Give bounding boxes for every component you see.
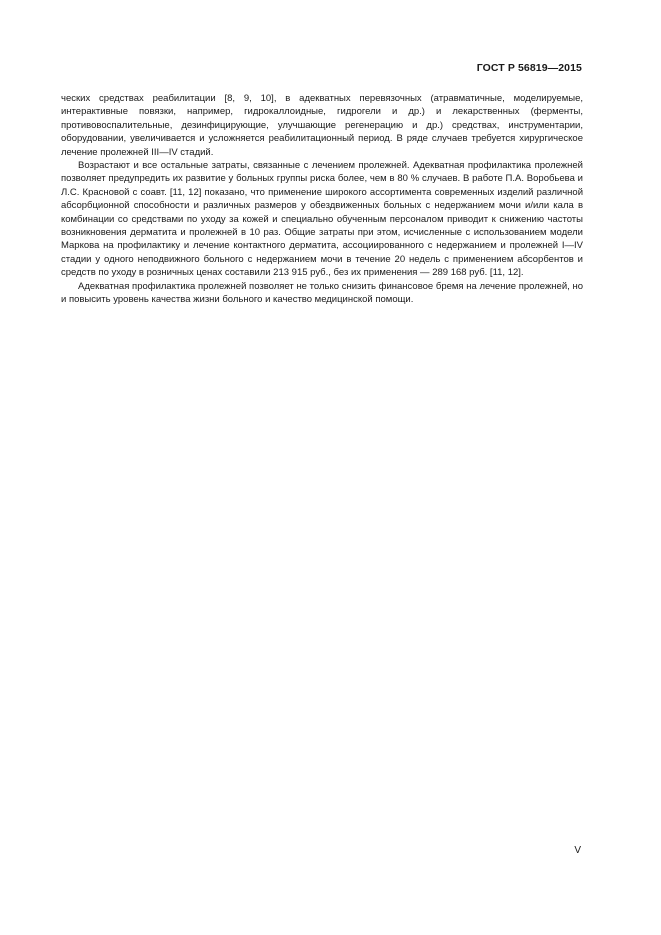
document-body	[61, 92, 583, 307]
paragraph-continuation: ческих средствах реабилитации [8, 9, 10], в адекватных перевязочных (атравматичные, моделируемые, интерактивные повязки, например, гидрокаллоидные, гидрогели и др.) и лекарственных (ферменты, противовоспалительные, дезинфицирующие, улучшающие регенерацию и др.) средствах, инструментарии, оборудовании, увеличивается и усложняется реабилитационный период. В ряде случаев требуется хирургическое лечение пролежней III—IV стадий.	[61, 93, 583, 158]
paragraph-costs: Возрастают и все остальные затраты, связанные с лечением пролежней. Адекватная профилактика пролежней позволяет предупредить их развитие у больных группы риска более, чем в 80 % случаев. В работе П.А. Воробьева и Л.С. Красновой с соавт. [11, 12] показано, что применение широкого ассортимента современных изделий различной абсорбционной способности и различных размеров у обездвиженных больных с недержанием мочи и/или кала в комбинации со средствами по уходу за кожей и специально обученным персоналом приводит к снижению частоты возникновения дерматита и пролежней в 10 раз. Общие затраты при этом, исчисленные с использованием модели Маркова на профилактику и лечение контактного дерматита, ассоциированного с недержанием и пролежней I—IV стадии у одного неподвижного больного с недержанием мочи в течение 20 недель с применением абсорбентов и средств по уходу в розничных ценах составили 213 915 руб., без их применения — 289 168 руб. [11, 12].	[61, 160, 583, 279]
document-header: ГОСТ Р 56819—2015	[476, 62, 582, 74]
page-number: V	[574, 845, 581, 856]
paragraph-conclusion: Адекватная профилактика пролежней позволяет не только снизить финансовое бремя на лечение пролежней, но и повысить уровень качества жизни больного и качество медицинской помощи.	[61, 280, 583, 306]
